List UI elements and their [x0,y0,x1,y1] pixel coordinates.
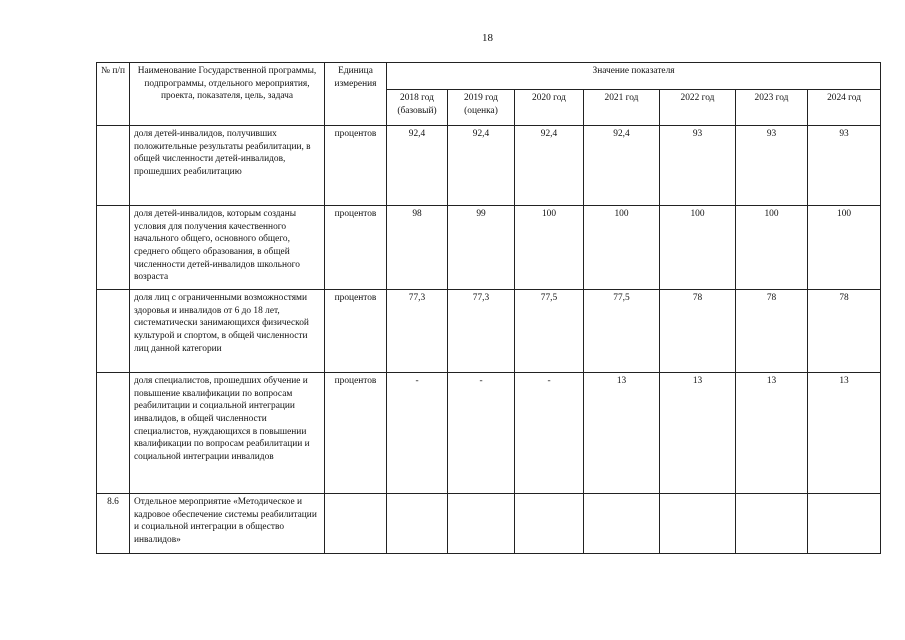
header-year: 2024 год [808,90,881,126]
page-number: 18 [482,32,493,44]
row-unit: процентов [325,373,387,494]
header-year: 2019 год (оценка) [448,90,515,126]
row-unit: процентов [325,126,387,206]
row-value: 93 [808,126,881,206]
row-unit: процентов [325,206,387,290]
row-name: Отдельное мероприятие «Методическое и кадровое обеспечение системы реабилитации и социальной интеграции в общество инвалидов» [130,494,325,554]
table-row [97,373,881,494]
row-value: 77,5 [515,290,584,373]
row-num [97,126,130,206]
table-row [97,126,881,206]
indicators-table [96,62,881,554]
header-year: 2022 год [660,90,736,126]
row-unit: процентов [325,290,387,373]
row-value [584,494,660,554]
row-value: 100 [660,206,736,290]
header-values: Значение показателя [387,63,881,90]
table-row [97,206,881,290]
row-value: 100 [736,206,808,290]
row-value: 78 [736,290,808,373]
row-value: 13 [808,373,881,494]
table-row [97,290,881,373]
row-name: доля детей-инвалидов, которым созданы условия для получения качественного начального общего, основного общего, среднего общего образования, в общей численности детей-инвалидов школьного возраста [130,206,325,290]
row-value: 77,3 [448,290,515,373]
row-name: доля детей-инвалидов, получивших положительные результаты реабилитации, в общей численности детей-инвалидов, прошедших реабилитацию [130,126,325,206]
row-value: - [387,373,448,494]
header-name: Наименование Государственной программы, подпрограммы, отдельного мероприятия, проекта, показателя, цель, задача [130,63,325,126]
header-unit: Единица измерения [325,63,387,126]
row-value: 92,4 [448,126,515,206]
header-year: 2018 год (базовый) [387,90,448,126]
row-value: 13 [584,373,660,494]
header-year: 2023 год [736,90,808,126]
row-value: 13 [736,373,808,494]
row-num [97,373,130,494]
row-value: 100 [515,206,584,290]
row-value: 100 [584,206,660,290]
table-row [97,494,881,554]
row-value [448,494,515,554]
row-value [736,494,808,554]
row-name: доля специалистов, прошедших обучение и повышение квалификации по вопросам реабилитации и социальной интеграции инвалидов, в общей численности специалистов, нуждающихся в повышении квалификации по вопросам реабилитации и социальной интеграции инвалидов [130,373,325,494]
row-value [387,494,448,554]
row-value [660,494,736,554]
row-unit [325,494,387,554]
row-value [515,494,584,554]
header-year: 2021 год [584,90,660,126]
row-value: - [448,373,515,494]
row-value: 93 [660,126,736,206]
row-value: 77,3 [387,290,448,373]
row-value: - [515,373,584,494]
row-value: 100 [808,206,881,290]
row-value [808,494,881,554]
row-value: 78 [808,290,881,373]
row-value: 98 [387,206,448,290]
row-num [97,206,130,290]
header-year: 2020 год [515,90,584,126]
row-num [97,290,130,373]
row-name: доля лиц с ограниченными возможностями здоровья и инвалидов от 6 до 18 лет, систематически занимающихся физической культурой и спортом, в общей численности лиц данной категории [130,290,325,373]
row-value: 93 [736,126,808,206]
row-num: 8.6 [97,494,130,554]
row-value: 77,5 [584,290,660,373]
header-row [97,63,881,90]
row-value: 92,4 [515,126,584,206]
row-value: 99 [448,206,515,290]
row-value: 92,4 [584,126,660,206]
row-value: 92,4 [387,126,448,206]
row-value: 13 [660,373,736,494]
header-num: № п/п [97,63,130,126]
row-value: 78 [660,290,736,373]
